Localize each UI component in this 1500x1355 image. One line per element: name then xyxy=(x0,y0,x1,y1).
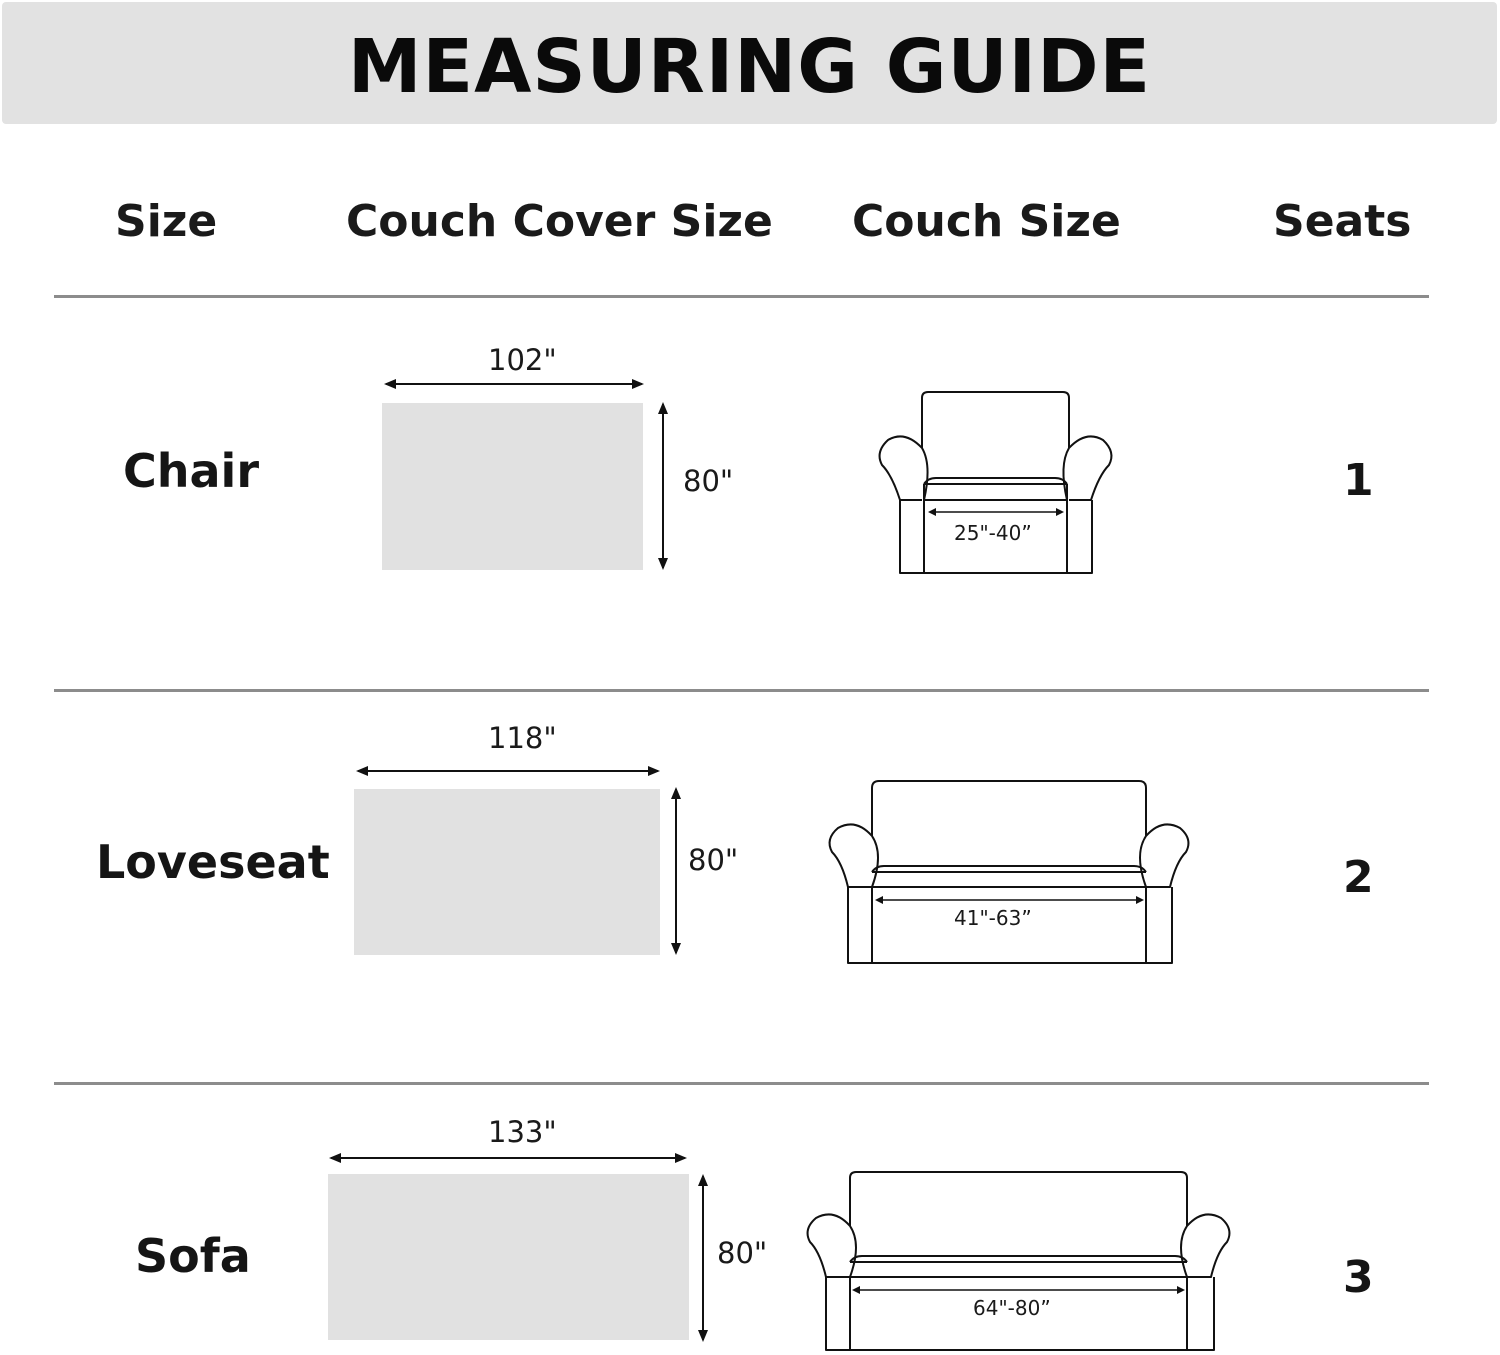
chair-illustration xyxy=(870,380,1120,580)
sofa-illustration xyxy=(800,1160,1236,1355)
cover-width-label: 102" xyxy=(488,343,557,377)
header-couch-size: Couch Size xyxy=(852,196,1121,247)
cover-height-label: 80" xyxy=(717,1236,768,1270)
cover-rectangle xyxy=(354,789,660,955)
header-seats: Seats xyxy=(1273,196,1412,247)
size-label-chair: Chair xyxy=(123,444,260,498)
width-arrow xyxy=(352,759,664,783)
size-label-sofa: Sofa xyxy=(135,1229,251,1283)
size-label-loveseat: Loveseat xyxy=(96,835,330,889)
loveseat-illustration xyxy=(822,770,1202,970)
seats-value: 2 xyxy=(1343,852,1374,903)
height-arrow xyxy=(692,1172,716,1344)
cover-rectangle xyxy=(328,1174,689,1340)
cover-height-label: 80" xyxy=(683,464,734,498)
page-title: MEASURING GUIDE xyxy=(347,24,1152,110)
divider xyxy=(54,1082,1429,1085)
width-arrow xyxy=(380,372,650,396)
couch-width-label: 41"-63” xyxy=(954,906,1032,930)
divider xyxy=(54,689,1429,692)
title-banner xyxy=(2,2,1497,124)
width-arrow xyxy=(325,1146,691,1170)
cover-width-label: 133" xyxy=(488,1115,557,1149)
header-size: Size xyxy=(115,196,218,247)
seats-value: 3 xyxy=(1343,1252,1374,1303)
header-cover-size: Couch Cover Size xyxy=(346,196,773,247)
seats-value: 1 xyxy=(1343,455,1374,506)
couch-width-label: 64"-80” xyxy=(973,1296,1051,1320)
couch-width-label: 25"-40” xyxy=(954,521,1032,545)
cover-width-label: 118" xyxy=(488,721,557,755)
cover-rectangle xyxy=(382,403,643,570)
divider xyxy=(54,295,1429,298)
height-arrow xyxy=(665,785,689,957)
height-arrow xyxy=(652,400,676,572)
cover-height-label: 80" xyxy=(688,843,739,877)
